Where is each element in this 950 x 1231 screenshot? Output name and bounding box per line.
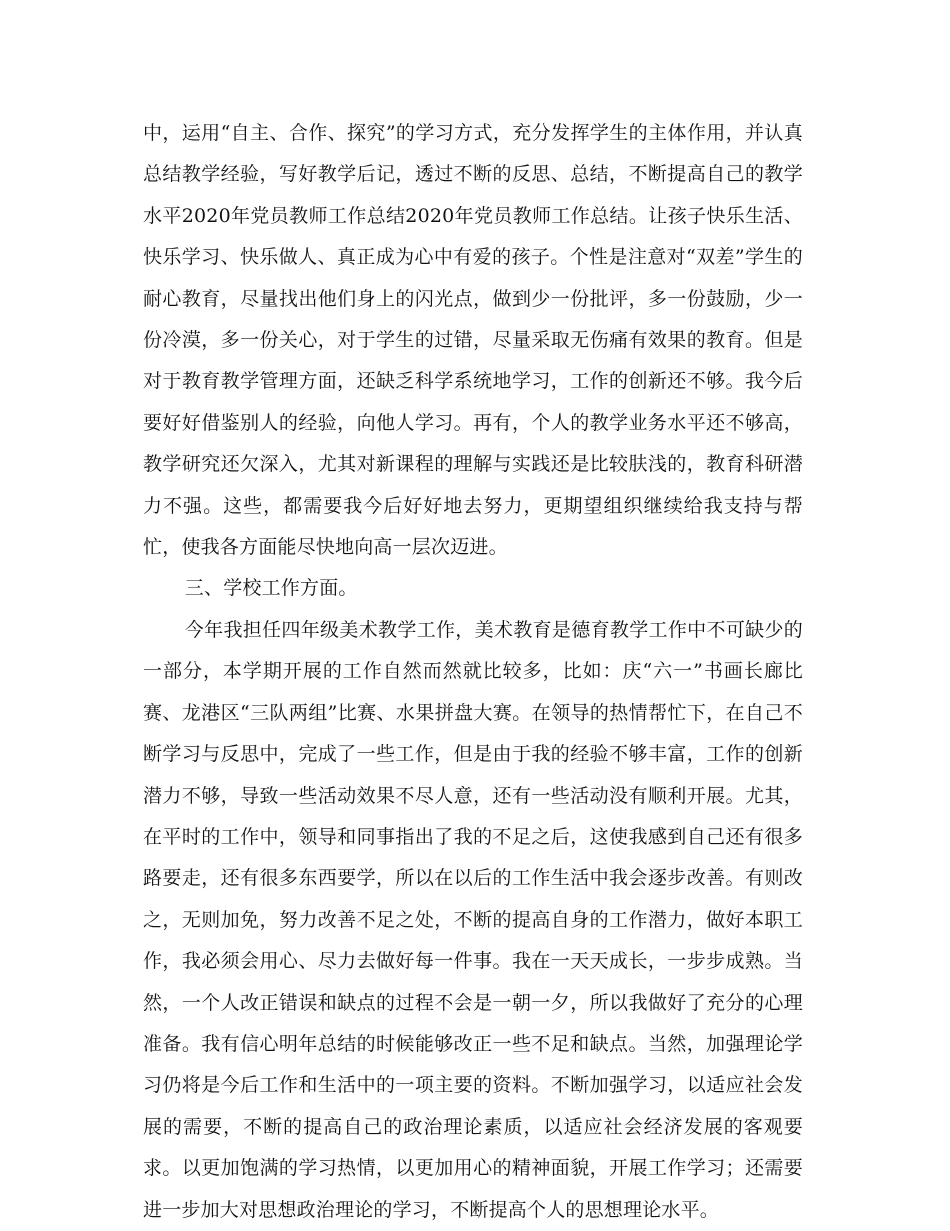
paragraph-continuation: 中，运用“自主、合作、探究”的学习方式，充分发挥学生的主体作用，并认真总结教学经验，写好教学后记，透过不断的反思、总结，不断提高自己的教学水平2020年党员教师工作总结2020年党员教师工作总结。让孩子快乐生活、快乐学习、快乐做人、真正成为心中有爱的孩子。个性是注意对“双差”学生的耐心教育，尽量找出他们身上的闪光点，做到少一份批评，多一份鼓励，少一份冷漠，多一份关心，对于学生的过错，尽量采取无伤痛有效果的教育。但是对于教育教学管理方面，还缺乏科学系统地学习，工作的创新还不够。我今后要好好借鉴别人的经验，向他人学习。再有，个人的教学业务水平还不够高，教学研究还欠深入，尤其对新课程的理解与实践还是比较肤浅的，教育科研潜力不强。这些，都需要我今后好好地去努力，更期望组织继续给我支持与帮忙，使我各方面能尽快地向高一层次迈进。 bbox=[143, 122, 803, 559]
paragraph-school-work: 今年我担任四年级美术教学工作，美术教育是德育教学工作中不可缺少的一部分，本学期开展的工作自然而然就比较多，比如：庆“六一”书画长廊比赛、龙港区“三队两组”比赛、水果拼盘大赛。在领导的热情帮忙下，在自己不断学习与反思中，完成了一些工作，但是由于我的经验不够丰富，工作的创新潜力不够，导致一些活动效果不尽人意，还有一些活动没有顺利开展。尤其，在平时的工作中，领导和同事指出了我的不足之后，这使我感到自己还有很多路要走，还有很多东西要学，所以在以后的工作生活中我会逐步改善。有则改之，无则加免，努力改善不足之处，不断的提高自身的工作潜力，做好本职工作，我必须会用心、尽力去做好每一件事。我在一天天成长，一步步成熟。当然，一个人改正错误和缺点的过程不会是一朝一夕，所以我做好了充分的心理准备。我有信心明年总结的时候能够改正一些不足和缺点。当然，加强理论学习仍将是今后工作和生活中的一项主要的资料。不断加强学习，以适应社会发展的需要，不断的提高自己的政治理论素质，以适应社会经济发展的客观要求。以更加饱满的学习热情，以更加用心的精神面貌，开展工作学习；还需要进一步加大对思想政治理论的学习，不断提高个人的思想理论水平。 bbox=[143, 618, 803, 1221]
document-body bbox=[143, 113, 803, 1231]
section-heading: 三、学校工作方面。 bbox=[184, 577, 358, 600]
